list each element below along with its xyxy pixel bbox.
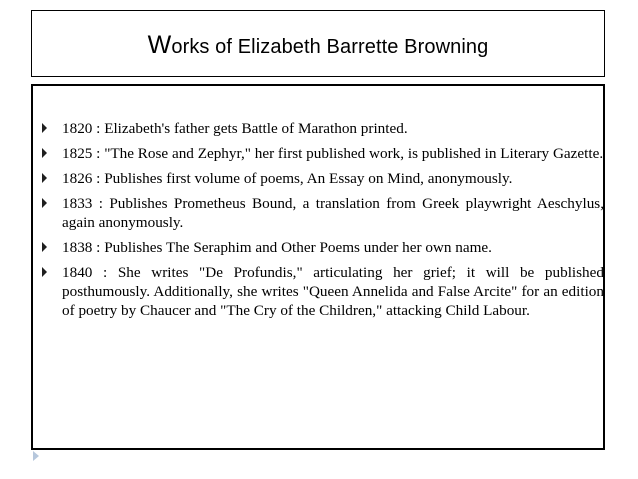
bullet-text: 1838 : Publishes The Seraphim and Other Poems under her own name. (62, 239, 492, 256)
slide-content-box (31, 84, 605, 450)
corner-triangle-icon (33, 451, 39, 461)
bullet-text: 1840 : She writes "De Profundis," articulating her grief; it will be published posthumously. Additionally, she writes "Queen Annelida and False Arcite" for an edition of poetry by Chaucer and "The Cry of the Children," attacking Child Labour. (62, 264, 604, 319)
bullet-triangle-icon (42, 173, 47, 183)
bullet-item-1833 (33, 194, 607, 232)
bullet-item-1826 (33, 169, 607, 188)
bullet-item-1838 (33, 238, 607, 257)
bullet-triangle-icon (42, 242, 47, 252)
bullet-text: 1820 : Elizabeth's father gets Battle of Marathon printed. (62, 120, 408, 137)
bullet-item-1820 (33, 119, 607, 138)
bullet-triangle-icon (42, 123, 47, 133)
slide-title (148, 31, 489, 60)
slide-title-box (31, 10, 605, 77)
slide-title-initial: W (147, 31, 172, 59)
bullet-text: 1825 : "The Rose and Zephyr," her first published work, is published in Literary Gazette. (62, 145, 604, 162)
bullet-triangle-icon (42, 267, 47, 277)
bullet-text: 1833 : Publishes Prometheus Bound, a translation from Greek playwright Aeschylus, again anonymously. (62, 195, 604, 231)
bullet-triangle-icon (42, 198, 47, 208)
bullet-text: 1826 : Publishes first volume of poems, An Essay on Mind, anonymously. (62, 170, 513, 187)
bullet-triangle-icon (42, 148, 47, 158)
bullet-item-1840 (33, 263, 607, 320)
bullet-item-1825 (33, 144, 607, 163)
slide-title-rest: orks of Elizabeth Barrette Browning (171, 36, 489, 58)
bullet-list (33, 119, 607, 326)
